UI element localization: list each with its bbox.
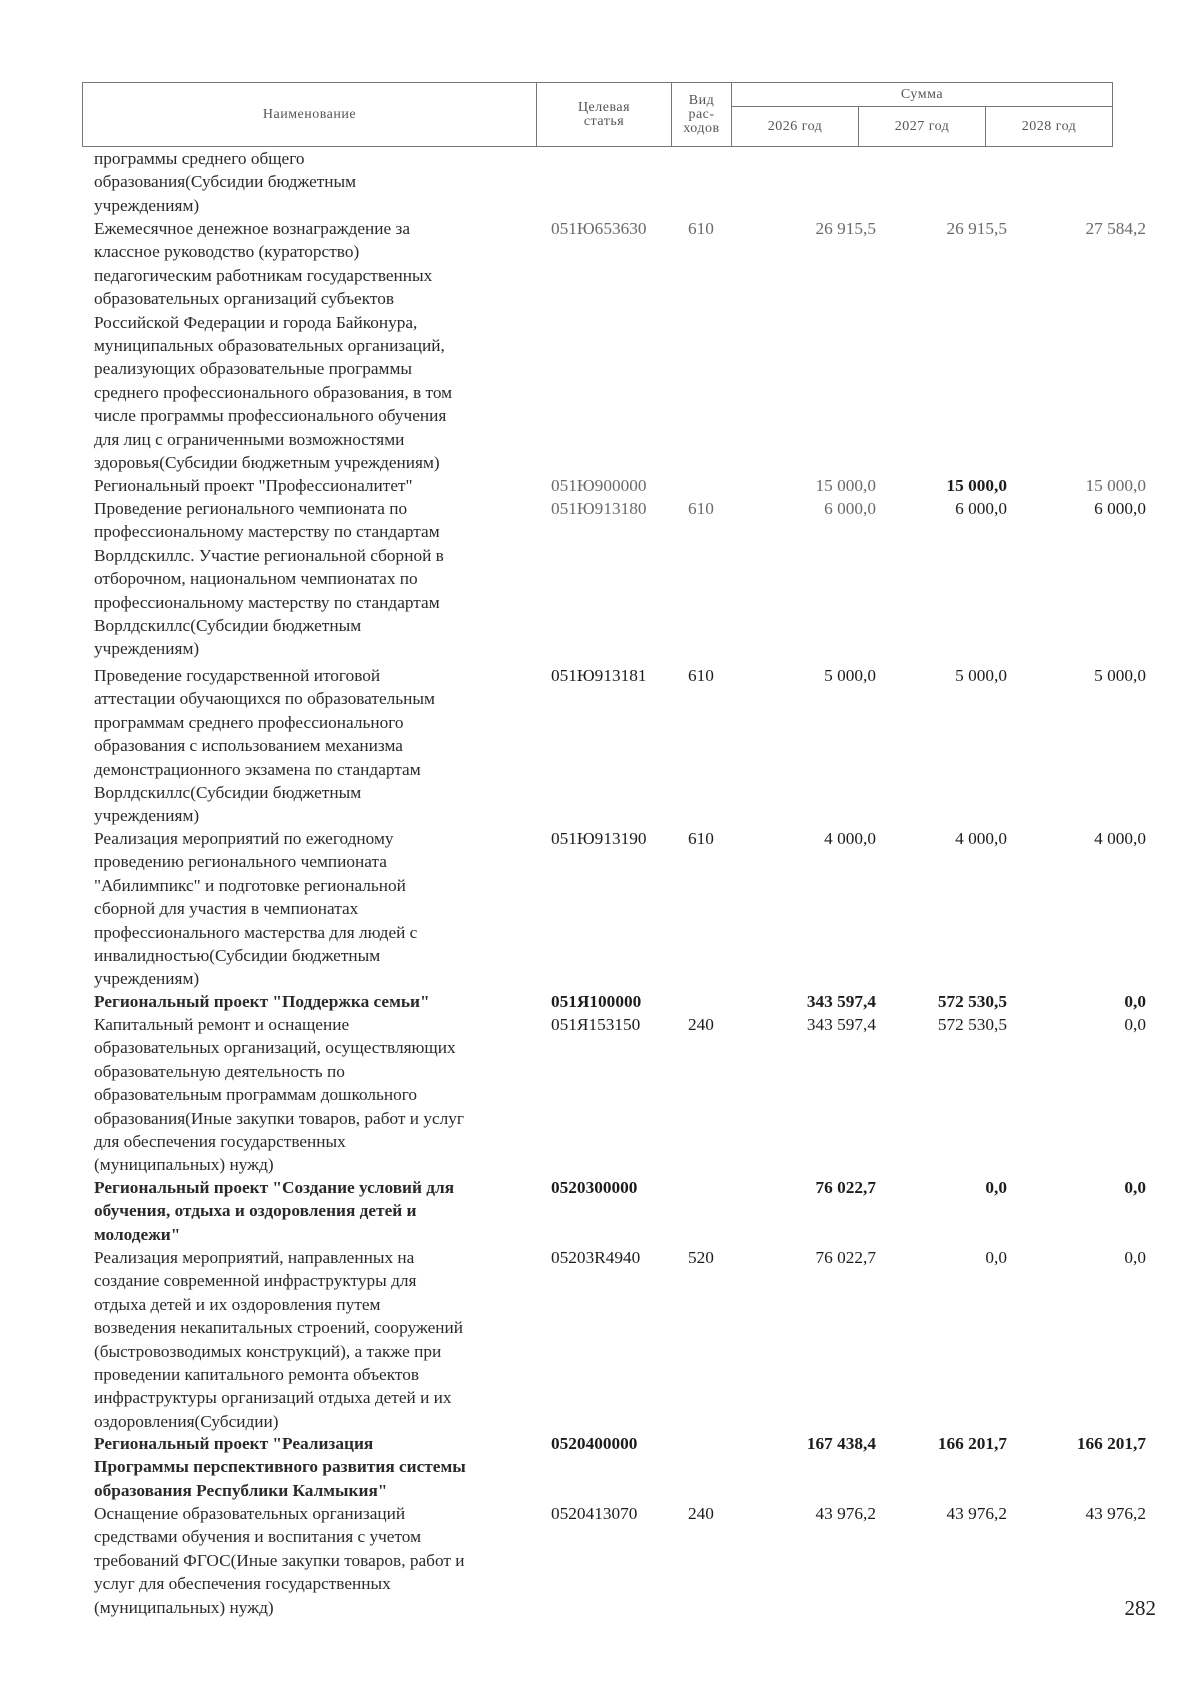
row-vid: 520 [688,1248,714,1267]
row-name: Региональный проект "Реализация Программы перспективного развития системы образования Республики Калмыкия" [94,1434,466,1500]
row-code: 051Ю913181 [551,666,647,685]
row-2027: 43 976,2 [946,1504,1007,1523]
row-2028: 4 000,0 [1094,829,1146,848]
row-2026: 343 597,4 [806,1015,876,1034]
row-code: 0520300000 [551,1178,638,1197]
row-name: Проведение государственной итоговой аттестации обучающихся по образовательным программам среднего профессионального образования с использованием механизма демонстрационного экзамена по стандартам Ворлдскиллс(Субсидии бюджетным учреждениям) [94,666,435,826]
row-code: 051Ю653630 [551,219,647,238]
row-2028: 15 000,0 [1085,476,1146,495]
row-2028: 43 976,2 [1085,1504,1146,1523]
row-name: Реализация мероприятий, направленных на создание современной инфраструктуры для отдыха детей и их оздоровления путем возведения некапитальных строений, сооружений (быстровозводимых конструкций), а также при проведении капитального ремонта объектов инфраструктуры организаций отдыха детей и их оздоровления(Субсидии) [94,1248,464,1431]
row-code: 051Ю913190 [551,829,647,848]
row-vid: 610 [688,499,714,518]
row-code: 051Я100000 [551,992,642,1011]
row-vid: 610 [688,666,714,685]
row-2026: 26 915,5 [815,219,876,238]
row-name: Капитальный ремонт и оснащение образовательных организаций, осуществляющих образовательную деятельность по образовательным программам дошкольного образования(Иные закупки товаров, работ и услуг для обеспечения государственных (муниципальных) нужд) [94,1015,465,1175]
page-number: 282 [1124,1596,1156,1620]
row-name: Оснащение образовательных организаций средствами обучения и воспитания с учетом требований ФГОС(Иные закупки товаров, работ и услуг для обеспечения государственных (муниципальных) нужд) [94,1504,465,1617]
row-2027: 572 530,5 [937,992,1007,1011]
row-vid: 240 [688,1015,714,1034]
header-year-2028: 2028 год [986,107,1113,147]
row-2028: 0,0 [1124,1015,1146,1034]
row-name: Региональный проект "Поддержка семьи" [94,992,430,1011]
row-2028: 0,0 [1124,1178,1146,1197]
row-2027: 166 201,7 [937,1434,1007,1453]
row-code: 051Ю913180 [551,499,647,518]
row-code: 0520413070 [551,1504,638,1523]
row-vid: 610 [688,219,714,238]
row-name: Проведение регионального чемпионата по профессиональному мастерству по стандартам Ворлдскиллс. Участие региональной сборной в отборочном, национальном чемпионатах по профессиональному мастерству по стандартам Ворлдскиллс(Субсидии бюджетным учреждениям) [94,499,444,659]
row-2026: 6 000,0 [824,499,876,518]
row-2027: 15 000,0 [946,476,1007,495]
row-2027: 4 000,0 [955,829,1007,848]
row-code: 0520400000 [551,1434,638,1453]
row-name: Реализация мероприятий по ежегодному проведению регионального чемпионата "Абилимпикс" и подготовке региональной сборной для участия в чемпионатах профессионального мастерства для людей с инвалидностью(Субсидии бюджетным учреждениям) [94,829,418,989]
header-vid: Вид рас- ходов [672,83,732,147]
row-2028: 0,0 [1124,1248,1146,1267]
row-2028: 0,0 [1124,992,1146,1011]
row-2028: 6 000,0 [1094,499,1146,518]
header-sum: Сумма [732,83,1113,107]
row-2026: 167 438,4 [806,1434,876,1453]
row-2027: 26 915,5 [946,219,1007,238]
row-2027: 0,0 [985,1248,1007,1267]
row-code: 051Ю900000 [551,476,647,495]
header-name: Наименование [83,83,537,147]
row-code: 051Я153150 [551,1015,641,1034]
row-2028: 5 000,0 [1094,666,1146,685]
row-2027: 5 000,0 [955,666,1007,685]
row-vid: 610 [688,829,714,848]
row-name: Региональный проект "Создание условий для обучения, отдыха и оздоровления детей и молодежи" [94,1178,455,1244]
row-2026: 5 000,0 [824,666,876,685]
row-2028: 166 201,7 [1076,1434,1146,1453]
row-2026: 15 000,0 [815,476,876,495]
row-2026: 76 022,7 [815,1178,876,1197]
row-2027: 572 530,5 [937,1015,1007,1034]
row-2027: 0,0 [985,1178,1007,1197]
row-vid: 240 [688,1504,714,1523]
row-2028: 27 584,2 [1085,219,1146,238]
header-year-2027: 2027 год [859,107,986,147]
row-code: 05203R4940 [551,1248,641,1267]
row-2026: 4 000,0 [824,829,876,848]
header-year-2026: 2026 год [732,107,859,147]
row-name: Ежемесячное денежное вознаграждение за классное руководство (кураторство) педагогическим работникам государственных образовательных организаций субъектов Российской Федерации и города Байконура, муниципальных образовательных организаций, реализующих образовательные программы среднего профессионального образования, в том числе программы профессионального обучения для лиц с ограниченными возможностями здоровья(Субсидии бюджетным учреждениям) [94,219,453,473]
row-2026: 43 976,2 [815,1504,876,1523]
row-2026: 343 597,4 [806,992,876,1011]
row-name: Региональный проект "Профессионалитет" [94,476,413,495]
header-code: Целевая статья [537,83,672,147]
row-2027: 6 000,0 [955,499,1007,518]
row-name: программы среднего общего образования(Субсидии бюджетным учреждениям) [94,149,357,215]
row-2026: 76 022,7 [815,1248,876,1267]
